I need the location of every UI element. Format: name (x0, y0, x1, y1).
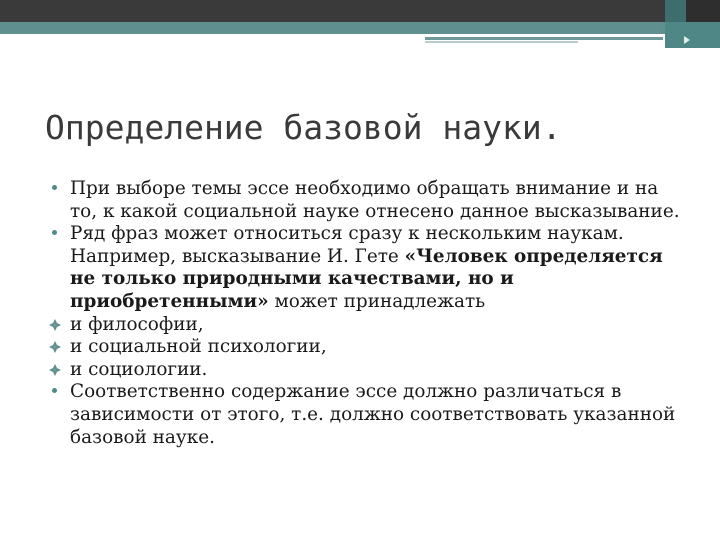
bullet-text-span: может принадлежать (268, 290, 486, 312)
bullet-text (70, 359, 690, 382)
bullet-dot-icon (52, 185, 57, 190)
bullet-text-span: и социологии. (70, 358, 208, 380)
bullet-text-bold: «Человек определяется не только природными качествами, но и приобретенными» (70, 245, 663, 312)
header-bar-dark (0, 0, 720, 22)
bullet-text-span: и философии, (70, 313, 204, 335)
bullet-item (48, 223, 690, 313)
bullet-dot-icon (52, 388, 57, 393)
bullet-item (48, 336, 690, 359)
bullet-marker (48, 223, 70, 246)
triangle-right-icon (684, 36, 690, 44)
bullet-marker (48, 314, 70, 337)
diamond-bullet-icon (48, 363, 62, 377)
bullet-marker (48, 359, 70, 382)
header-corner (686, 0, 720, 22)
bullet-item (48, 314, 690, 337)
bullet-text (70, 381, 690, 449)
bullet-item (48, 178, 690, 223)
diamond-bullet-icon (48, 340, 62, 354)
bullet-text (70, 336, 690, 359)
diamond-bullet-icon (48, 318, 62, 332)
bullet-marker (48, 178, 70, 201)
slide-body (48, 178, 690, 449)
bullet-dot-icon (52, 230, 57, 235)
bullet-text (70, 223, 690, 313)
header-accent-line-light (425, 41, 578, 43)
bullet-text-span: Ряд фраз может относиться сразу к нескольким наукам. Например, высказывание И. Гете (70, 223, 624, 267)
header-gap (0, 34, 720, 36)
bullet-text (70, 178, 690, 223)
bullet-text (70, 314, 690, 337)
bullet-marker (48, 381, 70, 404)
bullet-text-span: Соответственно содержание эссе должно различаться в зависимости от этого, т.е. должно соответствовать указанной базовой науке. (70, 381, 676, 448)
bullet-text-span: При выборе темы эссе необходимо обращать внимание и на то, к какой социальной науке отнесено данное высказывание. (70, 178, 680, 222)
bullet-text-span: и социальной психологии, (70, 336, 327, 358)
header-right-block-teal (665, 22, 720, 48)
bullet-item (48, 359, 690, 382)
bullet-marker (48, 336, 70, 359)
slide-title: Определение базовой науки. (45, 108, 562, 147)
header-accent-line (425, 37, 663, 40)
bullet-item (48, 381, 690, 449)
header-bar-teal (0, 22, 720, 34)
